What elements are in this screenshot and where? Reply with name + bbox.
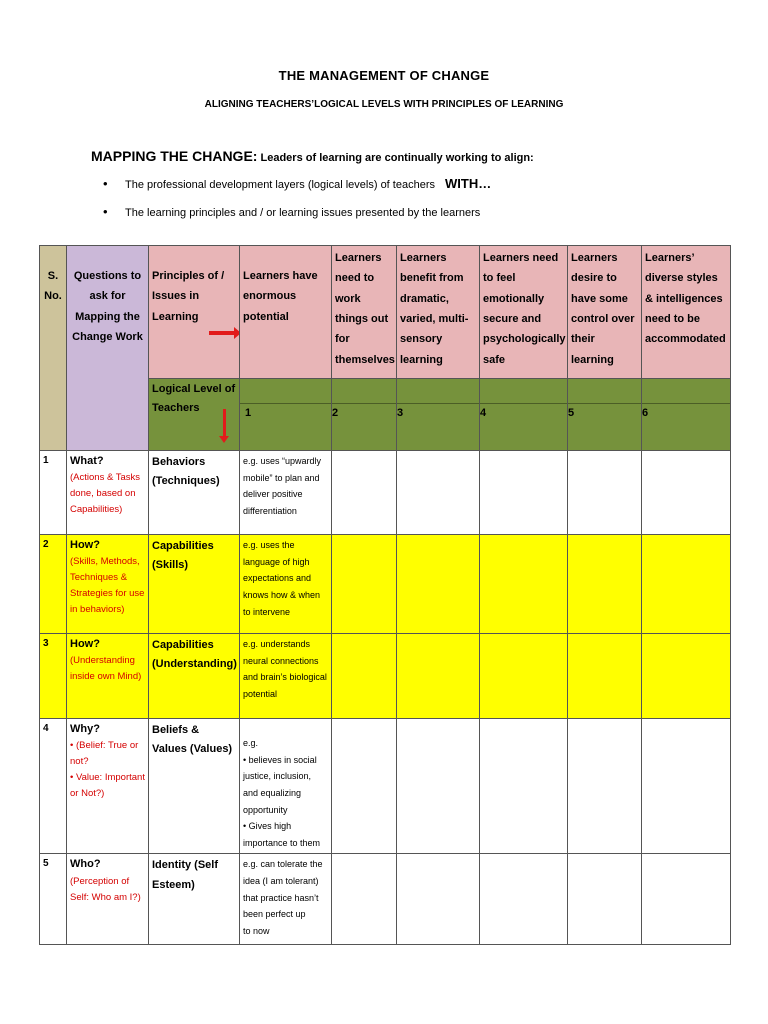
bullet-text: The professional development layers (logical levels) of teachers	[125, 179, 435, 191]
level-number-cell	[397, 379, 480, 451]
empty-cell[interactable]	[332, 634, 397, 719]
header-principles-label: Principles of / Issues in Learning	[152, 270, 225, 323]
empty-cell[interactable]	[397, 451, 480, 535]
empty-cell[interactable]	[480, 854, 568, 945]
empty-cell[interactable]	[642, 634, 731, 719]
row-question-detail: (Understanding inside own Mind)	[70, 655, 142, 683]
row-question: Who?	[70, 858, 101, 871]
empty-cell[interactable]	[480, 634, 568, 719]
row-question-cell	[67, 854, 149, 945]
empty-cell[interactable]	[568, 719, 642, 854]
row-sno: 1	[40, 451, 67, 535]
row-question-cell	[67, 535, 149, 634]
empty-cell[interactable]	[642, 451, 731, 535]
empty-cell[interactable]	[480, 535, 568, 634]
page-title: THE MANAGEMENT OF CHANGE	[278, 68, 490, 83]
row-example: • believes in social justice, inclusion, and equalizing opportunity	[243, 754, 317, 815]
arrow-right-icon	[209, 331, 235, 335]
empty-cell[interactable]	[397, 535, 480, 634]
row-sno: 2	[40, 535, 67, 634]
empty-cell[interactable]	[568, 634, 642, 719]
level-number: 1	[245, 407, 252, 419]
row-example: e.g. can tolerate the idea (I am tolerant) that practice hasn’t been perfect up	[243, 859, 323, 920]
header-col-1: Learners have enormous potential	[240, 246, 332, 379]
empty-cell[interactable]	[397, 634, 480, 719]
level-number: 4	[480, 407, 487, 419]
row-question-cell	[67, 719, 149, 854]
row-principle: Capabilities (Skills)	[149, 535, 240, 634]
row-question: What?	[70, 455, 104, 467]
row-question: How?	[70, 638, 100, 650]
arrow-down-icon	[223, 409, 226, 437]
level-number: 3	[397, 407, 404, 419]
table-row	[40, 634, 731, 719]
empty-cell[interactable]	[480, 719, 568, 854]
row-question-cell	[67, 451, 149, 535]
empty-cell[interactable]	[568, 854, 642, 945]
level-number-cell	[642, 379, 731, 451]
empty-cell[interactable]	[332, 535, 397, 634]
header-col-2: Learners need to work things out for themselves	[332, 246, 397, 379]
level-number-cell	[568, 379, 642, 451]
empty-cell[interactable]	[642, 854, 731, 945]
row-example: e.g. understands neural connections and brain’s biological potential	[240, 634, 332, 719]
header-col-3: Learners benefit from dramatic, varied, multi-sensory learning	[397, 246, 480, 379]
row-example: e.g. uses “upwardly mobile” to plan and deliver positive differentiation	[240, 451, 332, 535]
table-row	[40, 719, 731, 854]
header-sno: S. No.	[40, 246, 67, 451]
level-number-cell	[240, 379, 332, 451]
mapping-heading-label: MAPPING THE CHANGE:	[91, 148, 258, 164]
mapping-heading	[91, 148, 534, 164]
logical-level-label-cell	[149, 379, 240, 451]
row-sno: 3	[40, 634, 67, 719]
with-label: WITH…	[445, 176, 492, 191]
row-question-cell	[67, 634, 149, 719]
row-sno: 5	[40, 854, 67, 945]
row-example: e.g. uses the language of high expectations and knows how & when to intervene	[240, 535, 332, 634]
empty-cell[interactable]	[332, 719, 397, 854]
level-number: 2	[332, 407, 339, 419]
bullet-dot-icon: •	[103, 204, 108, 219]
row-question-detail: (Perception of Self: Who am I?)	[70, 875, 141, 903]
row-question-detail: • (Belief: True or not?	[70, 740, 139, 768]
row-principle: Behaviors (Techniques)	[149, 451, 240, 535]
logical-level-label: Logical Level of Teachers	[152, 383, 236, 414]
header-col-5: Learners desire to have some control over their learning	[568, 246, 642, 379]
row-principle: Beliefs & Values (Values)	[149, 719, 240, 854]
header-questions: Questions to ask for Mapping the Change Work	[67, 246, 149, 451]
row-question-detail: (Skills, Methods, Techniques & Strategies for use in behaviors)	[70, 556, 145, 616]
level-number: 6	[642, 407, 649, 419]
header-principles	[149, 246, 240, 379]
empty-cell[interactable]	[397, 719, 480, 854]
row-sno: 4	[40, 719, 67, 854]
row-question: How?	[70, 539, 100, 551]
row-example-cell	[240, 719, 332, 854]
bullet-item	[103, 204, 480, 219]
table-header-row	[40, 246, 731, 379]
row-principle: Identity (Self Esteem)	[149, 854, 240, 945]
level-number-cell	[332, 379, 397, 451]
row-example-cell	[240, 854, 332, 945]
row-example: to now	[243, 926, 270, 937]
row-question: Why?	[70, 723, 100, 735]
table-row	[40, 854, 731, 945]
table-row	[40, 451, 731, 535]
bullet-text: The learning principles and / or learning issues presented by the learners	[125, 207, 481, 219]
page-subtitle: ALIGNING TEACHERS’LOGICAL LEVELS WITH PRINCIPLES OF LEARNING	[204, 99, 564, 110]
row-question-detail: • Value: Important or Not?)	[70, 772, 145, 800]
change-mapping-table	[39, 245, 731, 945]
bullet-item	[103, 176, 491, 191]
level-number: 5	[568, 407, 575, 419]
mapping-heading-text: Leaders of learning are continually working to align:	[257, 152, 534, 164]
row-example: • Gives high importance to them	[243, 821, 321, 848]
row-principle: Capabilities (Understanding)	[149, 634, 240, 719]
empty-cell[interactable]	[568, 451, 642, 535]
empty-cell[interactable]	[397, 854, 480, 945]
level-number-cell	[480, 379, 568, 451]
bullet-dot-icon: •	[103, 176, 108, 191]
header-col-6: Learners’ diverse styles & intelligences need to be accommodated	[642, 246, 731, 379]
empty-cell[interactable]	[642, 535, 731, 634]
empty-cell[interactable]	[568, 535, 642, 634]
empty-cell[interactable]	[332, 451, 397, 535]
row-example: e.g.	[243, 738, 259, 748]
row-question-detail: (Actions & Tasks done, based on Capabilities)	[70, 472, 141, 516]
table-row	[40, 535, 731, 634]
empty-cell[interactable]	[642, 719, 731, 854]
empty-cell[interactable]	[332, 854, 397, 945]
empty-cell[interactable]	[480, 451, 568, 535]
header-col-4: Learners need to feel emotionally secure and psychologically safe	[480, 246, 568, 379]
